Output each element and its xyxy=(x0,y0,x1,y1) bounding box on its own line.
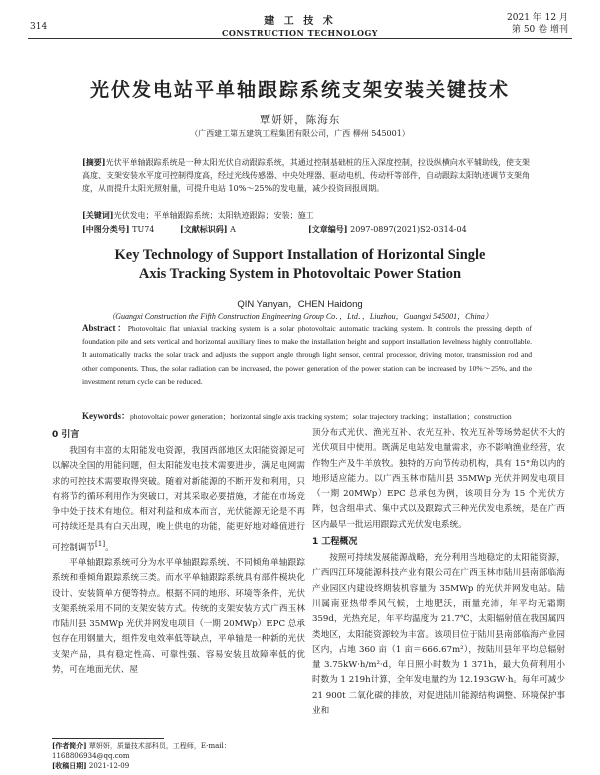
doc-code-label: [文献标识码] xyxy=(180,224,228,234)
abstract-cn-text: 光伏平单轴跟踪系统是一种太阳光伏自动跟踪系统，其通过控制基础桩的压入深度控制，拉设纵横向水平辅助线，使支架高度、支架安装水平度可控制得度高，经过光线传感器、中央处理器、驱动电机、传动杆等部件，自动跟踪太阳轨迹调节支架角度，从而提升太阳光照射量，可提升电站 10%～25%的发电量，减少投资回报周期。 xyxy=(82,158,530,194)
article-id xyxy=(308,224,467,235)
footnote-received-text: 2021-12-09 xyxy=(88,762,130,770)
footnote-rule xyxy=(52,738,164,739)
keywords-cn xyxy=(82,209,530,222)
keywords-cn-text: 光伏发电；平单轴跟踪系统；太阳轨迹跟踪；安装；施工 xyxy=(113,211,314,220)
authors-cn: 覃妍妍，陈海东 xyxy=(259,114,341,126)
section-heading-intro: 0 引言 xyxy=(52,430,80,440)
citation-ref: [1] xyxy=(94,538,106,548)
issue-info xyxy=(507,12,568,36)
abstract-en xyxy=(82,322,532,388)
keywords-en-label: Keywords： xyxy=(82,411,130,421)
clc-label: [中图分类号] xyxy=(82,224,130,234)
issue-date: 2021 年 12 月 xyxy=(507,13,568,23)
issue-volume: 第 50 卷 增刊 xyxy=(511,25,568,35)
intro-paragraph-1 xyxy=(52,444,305,556)
keywords-cn-label: [关键词] xyxy=(82,210,114,220)
abstract-cn xyxy=(82,156,530,196)
footnote-author-text: 覃妍妍，质量技术部科员，工程师，E-mail：1168806934@qq.com xyxy=(52,742,231,760)
intro-p1-text: 我国有丰富的太阳能发电资源，我国西部地区太阳能资源足可以解决全国的用能问题，但太阳能发电技术需要进步，满足电网需求的可控技术需要取得突破。随着对新能源的不断开发和利用，只有将节约循环利用作为突破口，对其采取必要措施，才能在市场竞争中处于技术有地位。相对利益和成本而言，光伏能源无论是不再可持续还是具有白天出现，晚上供电的功能，能更好地对峰值进行可控制调节 xyxy=(52,446,305,553)
footnote-received xyxy=(52,761,305,771)
page-number: 314 xyxy=(30,22,48,32)
paper-title-cn: 光伏发电站平单轴跟踪系统支架安装关键技术 xyxy=(89,79,510,101)
footnote xyxy=(52,741,305,771)
journal-name-cn: 建 工 技 术 xyxy=(264,16,336,27)
keywords-en-text: photovoltaic power generation；horizontal single axis tracking system；solar trajectory tracking；installation；construction xyxy=(130,412,512,421)
clc-code xyxy=(82,224,154,235)
affiliation-en: （Guangxi Construction the Fifth Construction Engineering Group Co．，Ltd．，Liuzhou，Guangxi 545001，China） xyxy=(107,312,493,321)
doc-code xyxy=(180,224,236,235)
intro-paragraph-3: 顶分布式光伏、渔光互补、农光互补、牧光互补等场势起伏不大的光伏项目中使用。既满足电站发电量需求，亦不影响渔业经营，农作物生产及牛羊放牧。独特的万向节传动机构，具有 15°角以内的地形适应能力。以广西玉林市陆川县 35MWp 光伏并网发电项目（一期 20MWp）EPC 总承包为例，该项目分为 15 个光伏方阵，包含组串式、集中式以及跟踪式三种光伏发电系统，是在广西区内最早一批运用跟踪式光伏发电系统。 xyxy=(312,428,565,530)
body-column-right xyxy=(312,426,565,719)
intro-paragraph-2: 平单轴跟踪系统可分为水平单轴跟踪系统、不同倾角单轴跟踪系统和垂倾角跟踪系统三类。而水平单轴跟踪系统具有部件模块化设计、安装简单方便等特点。根据不同的地形、环境等条件，光伏支架系统采用不同的支架安装方式。传统的支架安装方式广西玉林市陆川县 35MWp 光伏并网发电项目（一期 20MWp）EPC 总承包存在用钢量大，组件发电效率低等缺点，平单轴是一种新的光伏支架产品，具有稳定性高、可靠性强、容易安装且故障率低的优势，可在地面光伏、屋 xyxy=(52,557,305,676)
article-id-label: [文章编号] xyxy=(308,224,348,234)
title-en-line2: Axis Tracking System in Photovoltaic Power Station xyxy=(138,266,462,282)
body-column-left xyxy=(52,426,305,678)
abstract-en-text: Photovoltaic flat uniaxial tracking system is a solar photovoltaic automatic tracking system. It controls the pressing depth of foundation pile and sets vertical and horizontal auxiliary lines to make the installation height and support installation levelness highly controllable. It automatically tracks the solar track and adjusts the support angle through light sensor, central processor, driving motor, transmission rod and other components. Thus, the solar radiation can be increased, the power generation of the power station can be increased by 10%～25%, and the investment return cycle can be reduced. xyxy=(82,324,532,386)
abstract-cn-label: [摘要] xyxy=(82,157,106,167)
doc-code-value: A xyxy=(230,225,236,234)
footnote-author-label: [作者简介] xyxy=(52,741,87,750)
keywords-en xyxy=(82,410,532,423)
section-heading-overview: 1 工程概况 xyxy=(312,537,358,548)
authors-en: QIN Yanyan，CHEN Haidong xyxy=(237,299,363,310)
abstract-en-label: Abstract： xyxy=(82,323,128,333)
header-rule xyxy=(28,38,572,39)
journal-name-en: CONSTRUCTION TECHNOLOGY xyxy=(221,28,379,38)
paper-title-en xyxy=(0,246,600,284)
article-id-value: 2097-0897(2021)S2-0314-04 xyxy=(350,225,467,234)
footnote-author xyxy=(52,741,305,761)
overview-paragraph: 按照可持续发展能源战略，充分利用当地稳定的太阳能资源，广西四江环境能源科技产业有限公司在广西玉林市陆川县南部临海产业园区内建设终期装机容量为 35MWp 的光伏并网发电站。陆川属南亚热带季风气候，土地肥沃，雨量充沛，年平均无霜期 359d，光热充足，年平均温度为 21.7℃，太阳辐射值在我国属四类地区，太阳能资源较为丰富。该项目位于陆川县南部临海产业园区内，占地 360 亩（1 亩＝666.67m²），按陆川县年平均总辐射量 3.75kW·h/m²·d，年日照小时数为 1 371h，最大负荷利用小时数为 1 219h计算，全年发电量约为 12.193GW·h。每年可减少 21 900t 二氧化碳的排放，对促进陆川能源结构调整、环境保护事业和 xyxy=(312,553,565,717)
intro-p1-end: 。 xyxy=(105,542,114,553)
footnote-received-label: [收稿日期] xyxy=(52,761,87,770)
title-en-line1: Key Technology of Support Installation of Horizontal Single xyxy=(114,247,486,263)
affiliation-cn: （广西建工第五建筑工程集团有限公司，广西 柳州 545001） xyxy=(190,129,410,138)
clc-value: TU74 xyxy=(132,225,155,234)
